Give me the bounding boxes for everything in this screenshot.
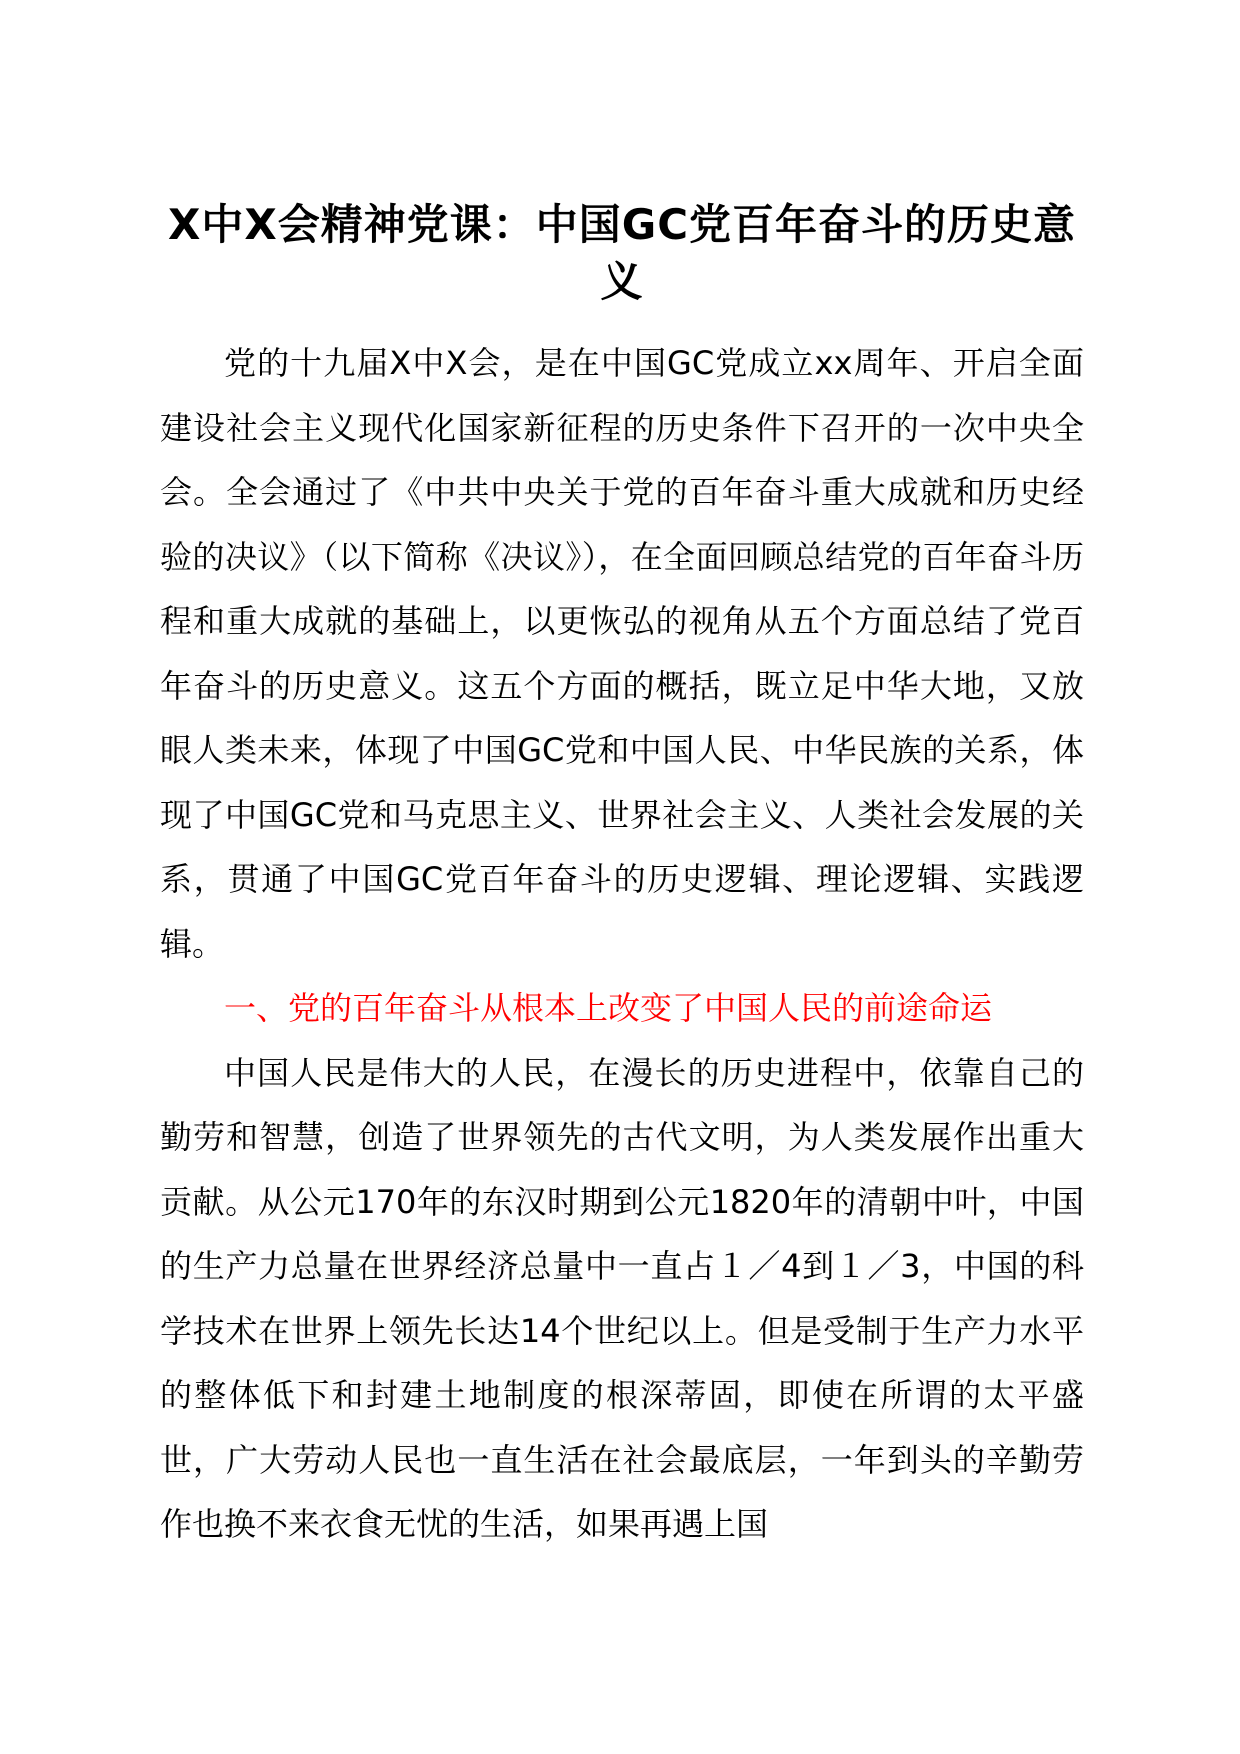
section-heading: 一、党的百年奋斗从根本上改变了中国人民的前途命运 xyxy=(224,989,993,1027)
intro-paragraph: 党的十九届X中X会，是在中国GC党成立xx周年、开启全面建设社会主义现代化国家新征程的历史条件下召开的一次中央全会。全会通过了《中共中央关于党的百年奋斗重大成就和历史经验的决议》（以下简称《决议》），在全面回顾总结党的百年奋斗历程和重大成就的基础上，以更恢弘的视角从五个方面总结了党百年奋斗的历史意义。这五个方面的概括，既立足中华大地，又放眼人类未来，体现了中国GC党和中国人民、中华民族的关系，体现了中国GC党和马克思主义、世界社会主义、人类社会发展的关系，贯通了中国GC党百年奋斗的历史逻辑、理论逻辑、实践逻辑。 xyxy=(160,344,1084,963)
document-title: X中X会精神党课：中国GC党百年奋斗的历史意义 xyxy=(167,200,1077,306)
body-paragraph: 中国人民是伟大的人民，在漫长的历史进程中，依靠自己的勤劳和智慧，创造了世界领先的古代文明，为人类发展作出重大贡献。从公元170年的东汉时期到公元1820年的清朝中叶，中国的生产力总量在世界经济总量中一直占１／4到１／3，中国的科学技术在世界上领先长达14个世纪以上。但是受制于生产力水平的整体低下和封建土地制度的根深蒂固，即使在所谓的太平盛世，广大劳动人民也一直生活在社会最底层，一年到头的辛勤劳作也换不来衣食无忧的生活，如果再遇上国 xyxy=(160,1053,1084,1543)
document-page xyxy=(160,196,1084,1557)
